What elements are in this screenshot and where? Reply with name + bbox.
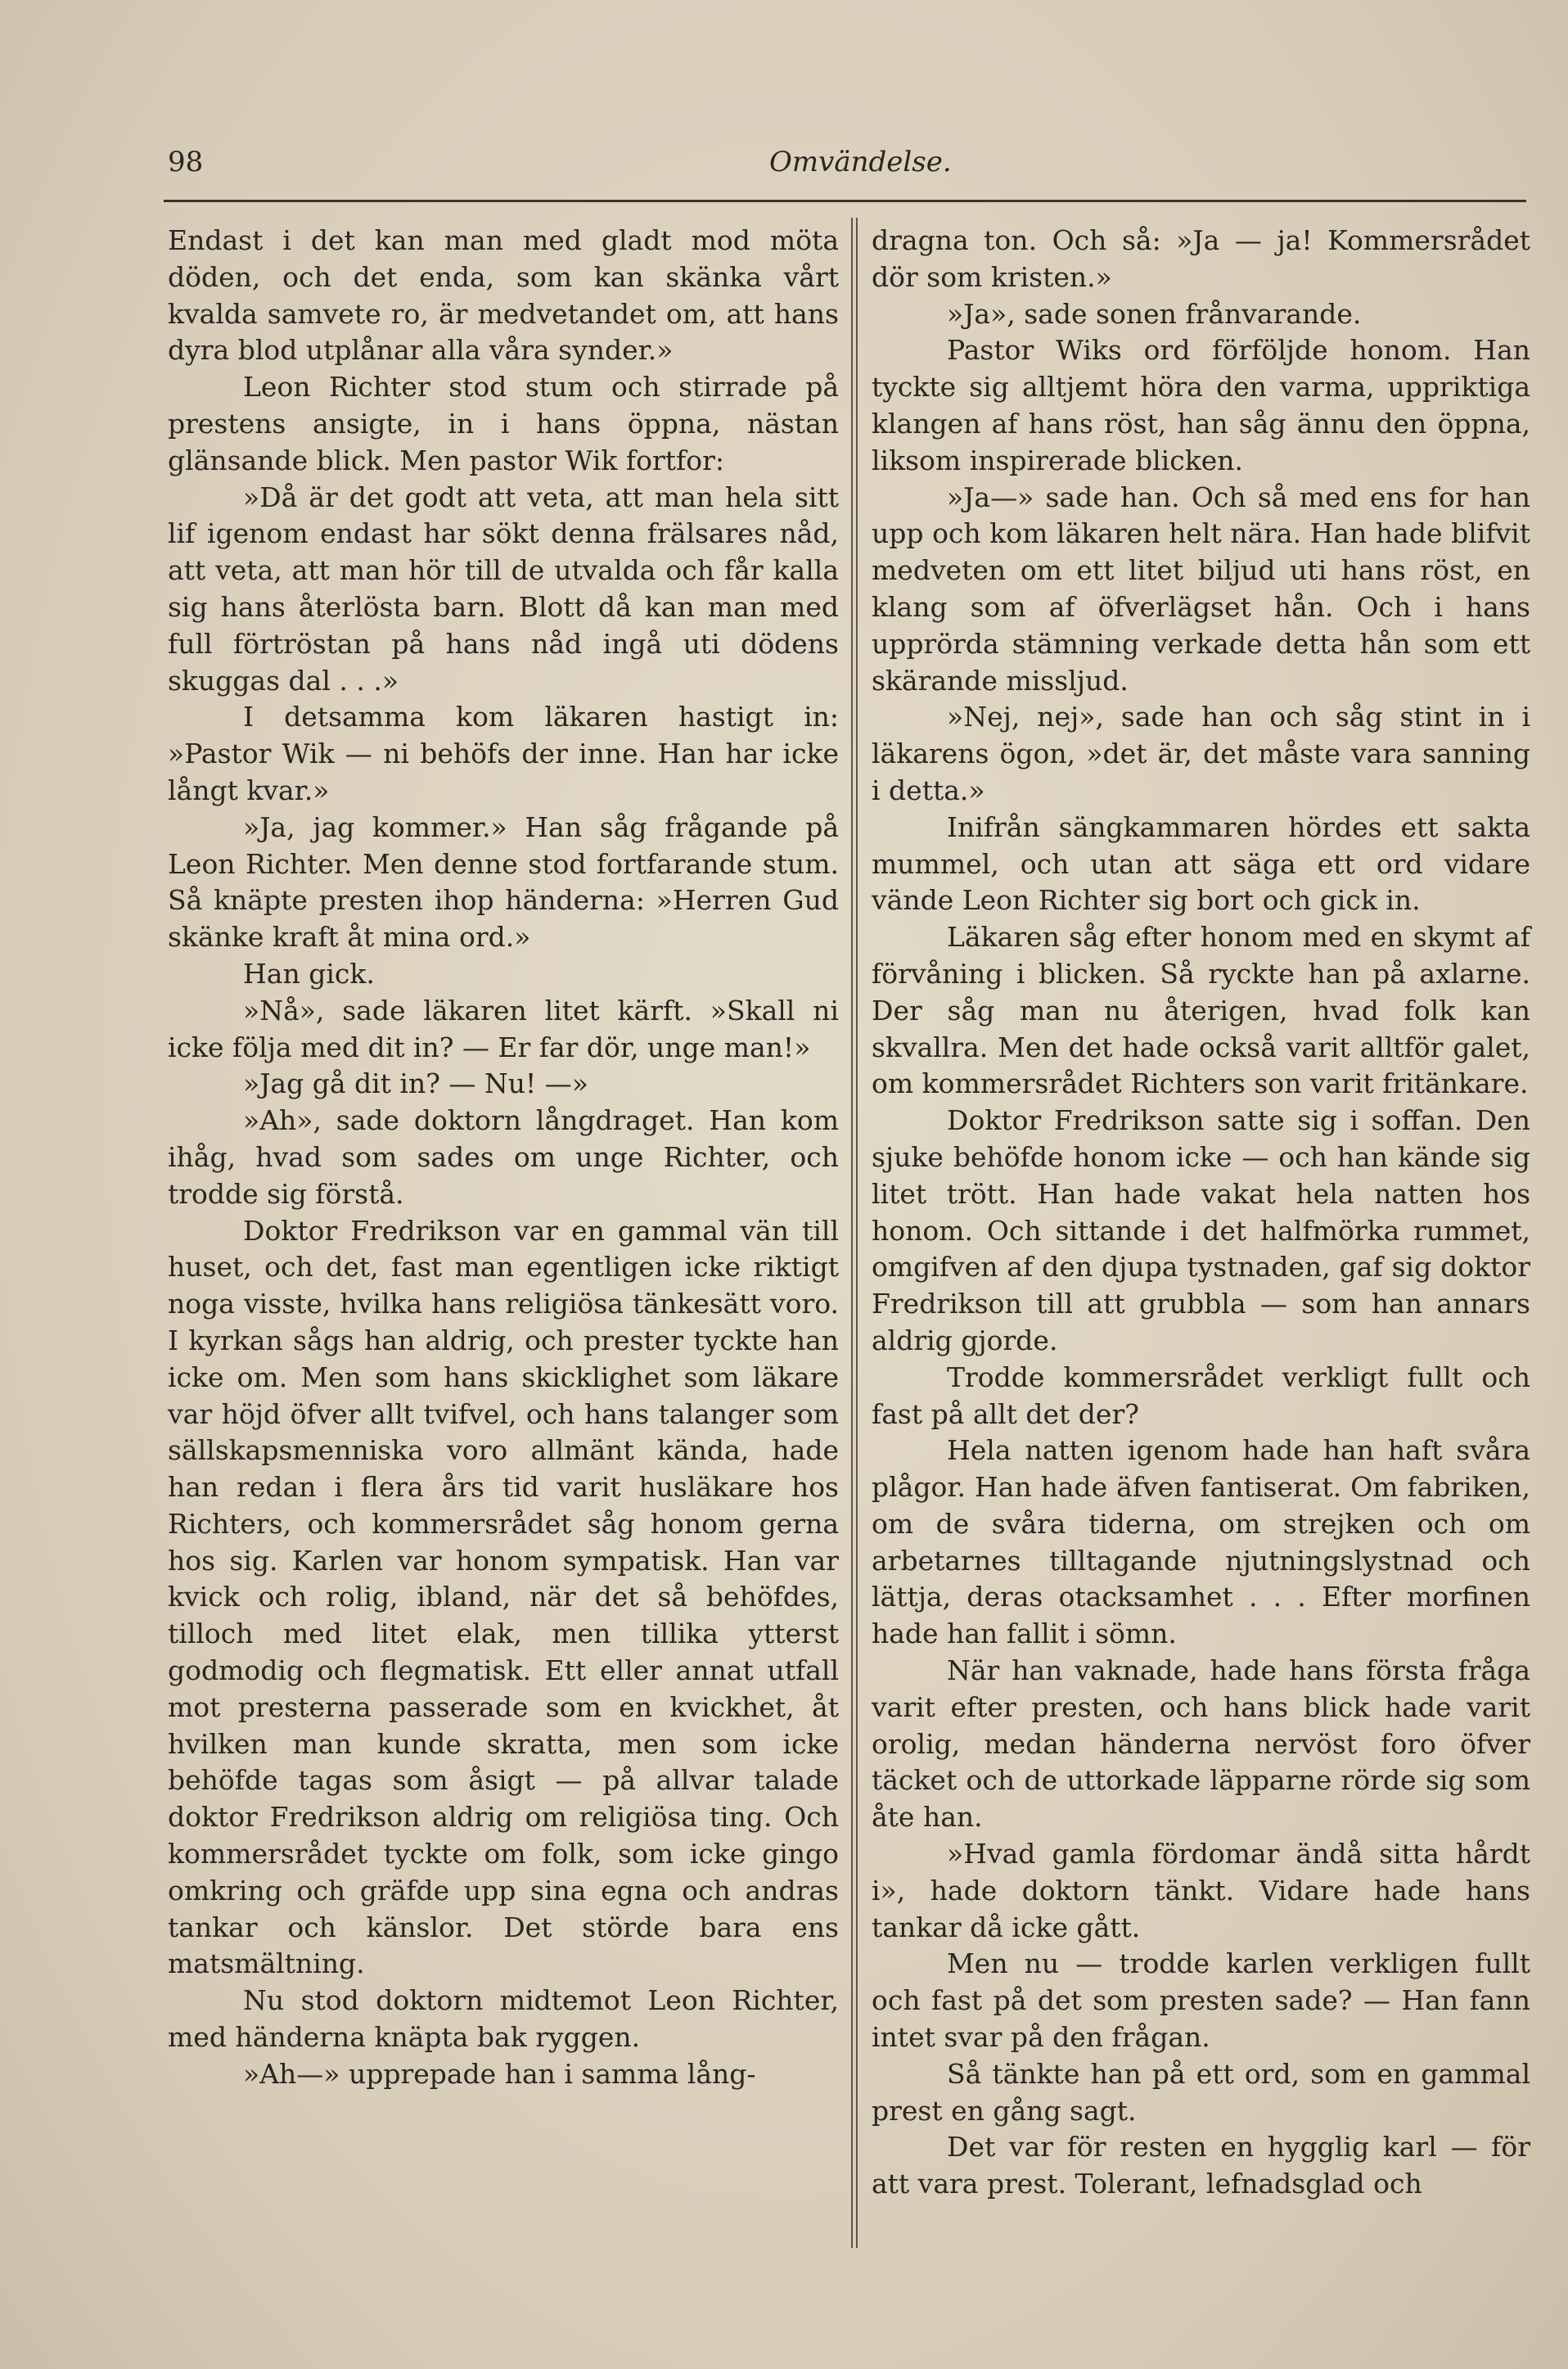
paragraph: »Nej, nej», sade han och såg stint in i läkarens ögon, »det är, det måste vara sanning i detta.»: [872, 701, 1530, 806]
paragraph: Läkaren såg efter honom med en skymt af förvåning i blicken. Så ryckte han på axlarne. Der såg man nu återigen, hvad folk kan skvallra. Men det hade också varit alltför galet, om kommersrådet Richters son varit fritänkare.: [872, 921, 1530, 1100]
paragraph: Endast i det kan man med gladt mod möta döden, och det enda, som kan skänka vårt kvalda samvete ro, är medvetandet om, att hans dyra blod utplånar alla våra synder.»: [168, 224, 839, 367]
paragraph: »Då är det godt att veta, att man hela sitt lif igenom endast har sökt denna frälsares nåd, att veta, att man hör till de utvalda och får kalla sig hans återlösta barn. Blott då kan man med full förtröstan på hans nåd ingå uti dödens skuggas dal . . .»: [168, 481, 839, 697]
page-number: 98: [168, 146, 204, 178]
paragraph: När han vaknade, hade hans första fråga varit efter presten, och hans blick hade varit orolig, medan händerna nervöst foro öfver täcket och de uttorkade läpparne rörde sig som åte han.: [872, 1654, 1530, 1834]
paragraph: Leon Richter stod stum och stirrade på prestens ansigte, in i hans öppna, nästan glänsande blick. Men pastor Wik fortfor:: [168, 371, 839, 476]
paragraph: Pastor Wiks ord förföljde honom. Han tyckte sig alltjemt höra den varma, uppriktiga klangen af hans röst, han såg ännu den öppna, liksom inspirerade blicken.: [872, 334, 1530, 476]
paragraph: Inifrån sängkammaren hördes ett sakta mummel, och utan att säga ett ord vidare vände Leon Richter sig bort och gick in.: [872, 810, 1530, 917]
paragraph: Hela natten igenom hade han haft svåra plågor. Han hade äfven fantiserat. Om fabriken, om de svåra tiderna, om strejken och om arbetarnes tilltagande njutningslystnad och lättja, deras otacksamhet . . . Efter morfinen hade han fallit i sömn.: [872, 1434, 1530, 1650]
paragraph: »Hvad gamla fördomar ändå sitta hårdt i», hade doktorn tänkt. Vidare hade hans tankar då icke gått.: [872, 1838, 1530, 1943]
paragraph: »Ja—» sade han. Och så med ens for han upp och kom läkaren helt nära. Han hade blifvit medveten om ett litet biljud uti hans röst, en klang som af öfverlägset hån. Och i hans upprörda stämning verkade detta hån som ett skärande missljud.: [872, 481, 1530, 697]
paragraph: Doktor Fredrikson satte sig i soffan. Den sjuke behöfde honom icke — och han kände sig litet trött. Han hade vakat hela natten hos honom. Och sittande i det halfmörka rummet, omgifven af den djupa tystnaden, gaf sig doktor Fredrikson till att grubbla — som han annars aldrig gjorde.: [872, 1104, 1530, 1356]
paragraph: Så tänkte han på ett ord, som en gammal prest en gång sagt.: [872, 2057, 1530, 2127]
paragraph: »Ah», sade doktorn långdraget. Han kom ihåg, hvad som sades om unge Richter, och trodde sig förstå.: [168, 1104, 839, 1210]
column-divider: [851, 218, 853, 2248]
paragraph: »Ja, jag kommer.» Han såg frågande på Leon Richter. Men denne stod fortfarande stum. Så knäpte presten ihop händerna: »Herren Gud skänke kraft åt mina ord.»: [168, 810, 839, 954]
paragraph: Nu stod doktorn midtemot Leon Richter, med händerna knäpta bak ryggen.: [168, 1984, 839, 2054]
running-title: Omvändelse.: [769, 146, 952, 178]
paragraph: dragna ton. Och så: »Ja — ja! Kommersrådet dör som kristen.»: [872, 224, 1530, 293]
paragraph: »Nå», sade läkaren litet kärft. »Skall ni icke följa med dit in? — Er far dör, unge man!»: [168, 994, 839, 1063]
paragraph: I detsamma kom läkaren hastigt in: »Pastor Wik — ni behöfs der inne. Han har icke långt kvar.»: [168, 701, 839, 806]
page-header: [168, 146, 1526, 195]
paragraph: »Ja», sade sonen frånvarande.: [947, 297, 1362, 330]
paragraph: Men nu — trodde karlen verkligen fullt och fast på det som presten sade? — Han fann intet svar på den frågan.: [872, 1947, 1530, 2054]
paragraph: Han gick.: [243, 957, 375, 990]
paragraph: »Jag gå dit in? — Nu! —»: [243, 1067, 588, 1100]
paragraph: Det var för resten en hygglig karl — för att vara prest. Tolerant, lefnadsglad och: [872, 2131, 1530, 2200]
paragraph: Doktor Fredrikson var en gammal vän till huset, och det, fast man egentligen icke riktigt noga visste, hvilka hans religiösa tänkesätt voro. I kyrkan sågs han aldrig, och prester tyckte han icke om. Men som hans skicklighet som läkare var höjd öfver allt tvifvel, och hans talanger som sällskapsmenniska voro allmänt kända, hade han redan i flera års tid varit husläkare hos Richters, och kommersrådet såg honom gerna hos sig. Karlen var honom sympatisk. Han var kvick och rolig, ibland, när det så behöfdes, tilloch med litet elak, men tillika ytterst godmodig och flegmatisk. Ett eller annat utfall mot presterna passerade som en kvickhet, åt hvilken man kunde skratta, men som icke behöfde tagas som åsigt — på allvar talade doktor Fredrikson aldrig om religiösa ting. Och kommersrådet tyckte om folk, som icke gingo omkring och gräfde upp sina egna och andras tankar och känslor. Det störde bara ens matsmältning.: [168, 1214, 839, 1980]
paragraph: Trodde kommersrådet verkligt fullt och fast på allt det der?: [872, 1360, 1530, 1430]
header-rule: [164, 200, 1526, 202]
column-divider-second: [856, 218, 858, 2248]
right-column: [872, 223, 1530, 2203]
left-column: [168, 223, 839, 2093]
paragraph: »Ah—» upprepade han i samma lång-: [243, 2057, 756, 2090]
